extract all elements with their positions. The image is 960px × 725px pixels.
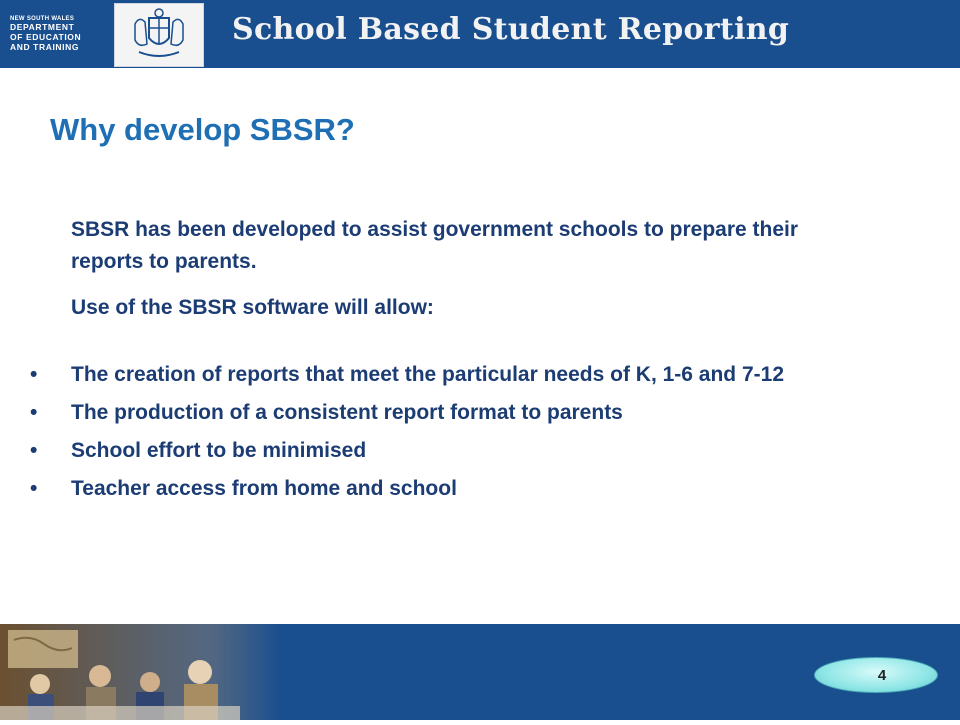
list-item-text: Teacher access from home and school [71,477,457,500]
dept-line-3: OF EDUCATION [10,32,82,42]
list-item [30,356,890,394]
list-item-text: School effort to be minimised [71,439,367,462]
bullet-icon: • [30,363,38,386]
list-item-text: The creation of reports that meet the particular needs of K, 1-6 and 7-12 [71,363,784,386]
list-item [30,432,890,470]
slide-title: Why develop SBSR? [50,112,355,147]
list-item-text: The production of a consistent report format to parents [71,401,623,424]
page-number-badge [814,657,938,693]
dept-line-2: DEPARTMENT [10,22,75,32]
list-item [30,470,890,508]
banner-title: School Based Student Reporting [232,12,790,47]
feature-list [30,356,890,508]
department-logo [6,4,112,64]
dept-line-4: AND TRAINING [10,42,80,52]
allow-paragraph: Use of the SBSR software will allow: [71,296,434,319]
bullet-icon: • [30,477,38,500]
coat-of-arms-icon [114,3,204,67]
classroom-photo [0,624,280,720]
dept-line-1: NEW SOUTH WALES [10,16,75,22]
bullet-icon: • [30,439,38,462]
list-item [30,394,890,432]
intro-paragraph: SBSR has been developed to assist government schools to prepare their reports to parents. [71,218,799,273]
header-banner [0,0,960,68]
bullet-icon: • [30,401,38,424]
page-number: 4 [877,666,887,684]
